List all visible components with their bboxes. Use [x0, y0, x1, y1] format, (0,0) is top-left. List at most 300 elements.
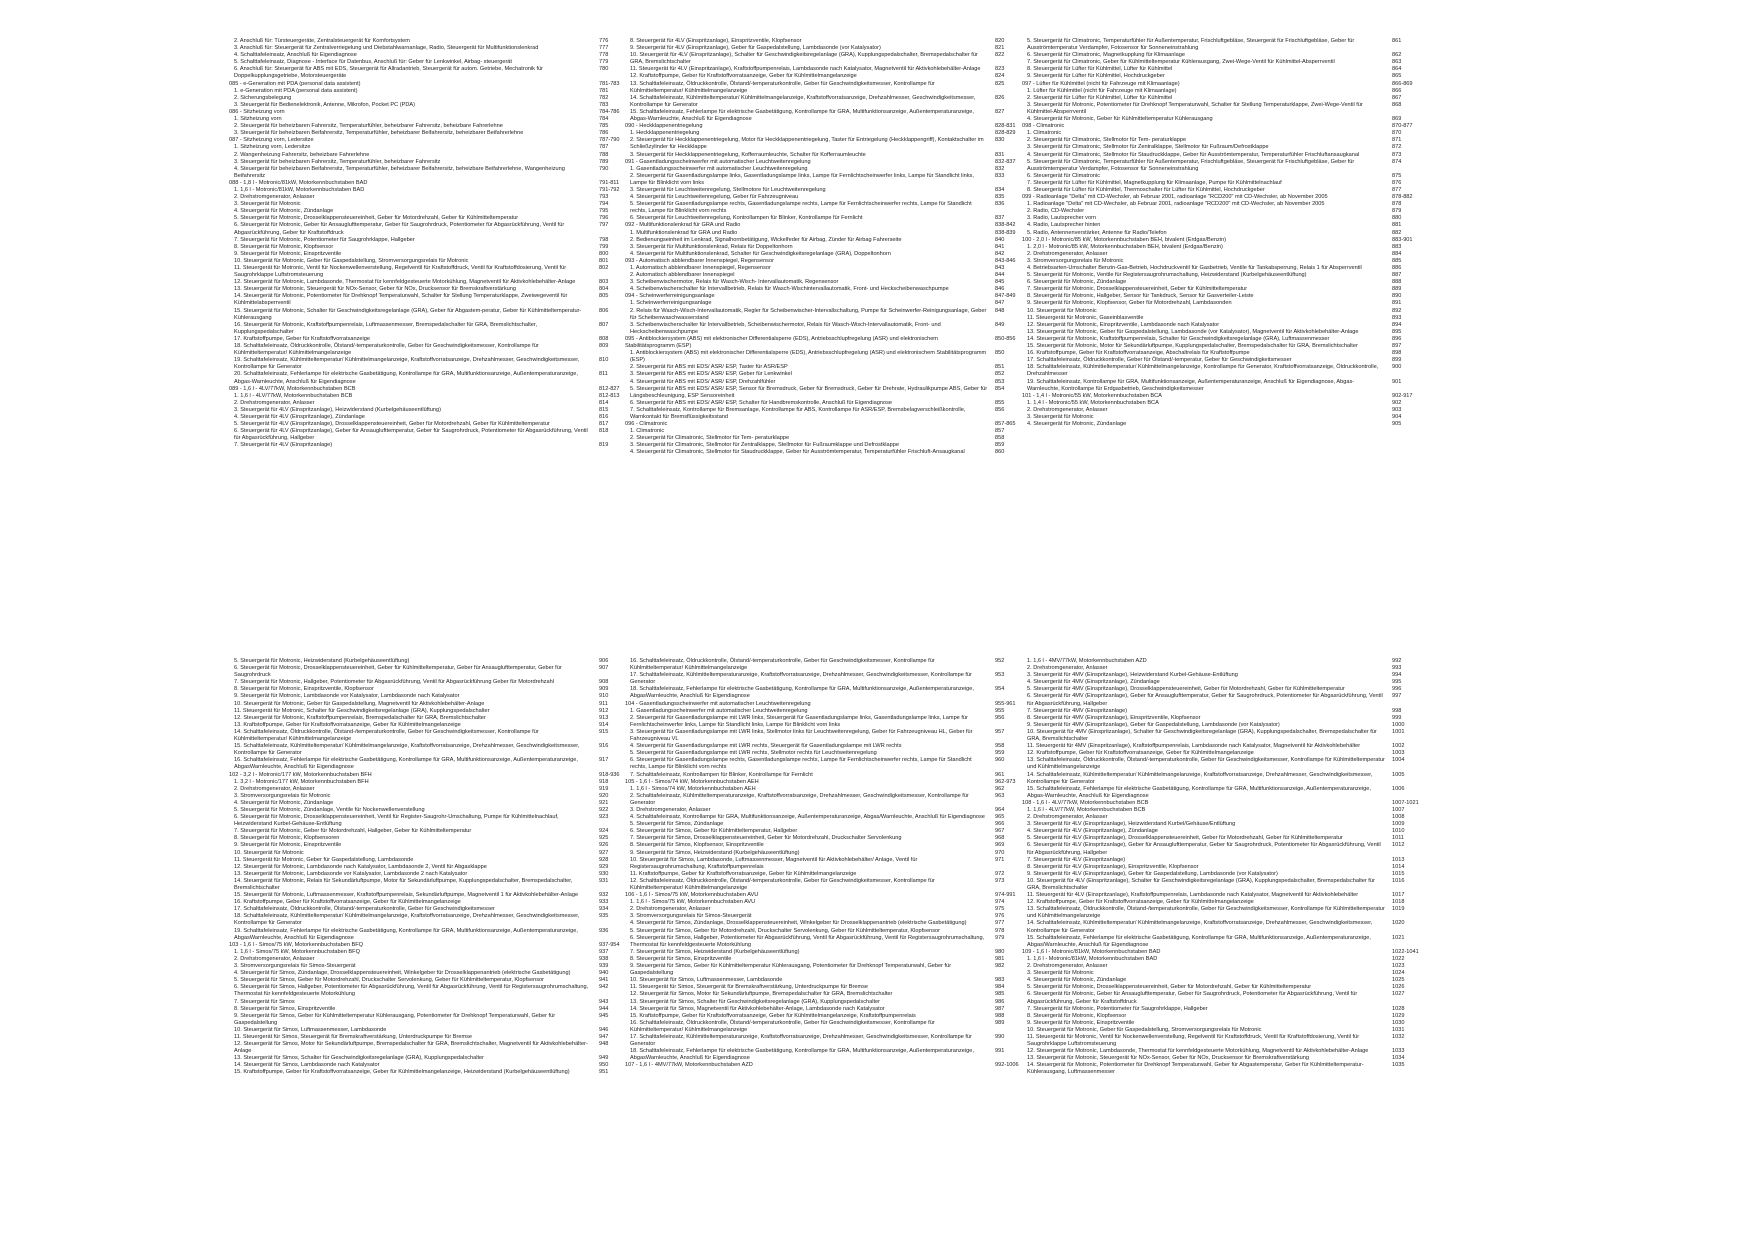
index-entry	[229, 913, 647, 927]
entry-page-number: 937	[599, 948, 609, 955]
entry-title: 5. Steuergerät für Gasentladungslampe mit LWR rechts, Stellmotor rechts für Leuchtweitenregelung	[630, 750, 877, 757]
entry-title: 3. Anschluß für: Steuergerät für Zentralverriegelung und Diebstahlwarnanlage, Radio, Steuergerät für Multifunktionslenkrad	[234, 45, 539, 52]
index-entry	[1022, 258, 1440, 265]
entry-page-number: 890	[1392, 293, 1402, 300]
index-entry	[625, 201, 1043, 215]
index-entry	[1022, 421, 1440, 428]
entry-page-number: 962	[995, 785, 1005, 792]
entry-title: 090 - Heckklappenentriegelung	[625, 123, 703, 130]
index-entry	[229, 984, 647, 998]
entry-page-number: 827	[995, 108, 1005, 115]
entry-page-number: 907	[599, 665, 609, 672]
index-entry	[625, 379, 1043, 386]
entry-page-number: 787-790	[599, 137, 620, 144]
index-entry	[625, 407, 1043, 421]
entry-title: 5. Steuergerät für 4LV (Einspritzanlage), Drosselklappensteuereinheit, Geber für Motordrehzahl, Geber für Kühlmitteltemperatur	[234, 421, 550, 428]
entry-page-number: 781-783	[599, 80, 620, 87]
entry-title: 7. Steuergerät für Lüfter für Kühlmittel, Magnetkupplung für Klimaanlage, Pumpe für Kühlmittelnachlauf	[1027, 179, 1282, 186]
entry-page-number: 853	[995, 378, 1005, 385]
entry-page-number: 964	[995, 806, 1005, 813]
entry-title: 1. Sitzheizung vorn, Ledersitze	[234, 144, 311, 151]
entry-page-number: 995	[1392, 679, 1402, 686]
entry-title: 2. Wangenheizung Fahrersitz, beheizbare Fahrerlehne	[234, 151, 370, 158]
entry-title: 2. Steuergerät für Gasentladungslampe links, Gasentladungslampe links, Lampe für Fernlichtscheinwerfer links, Lampe für Standlicht links, Lampe für Blinklicht vorn links	[630, 172, 974, 186]
index-entry	[229, 956, 647, 963]
entry-title: 10. Steuergerät für Motronic	[1027, 307, 1097, 314]
entry-page-number: 948	[599, 1041, 609, 1048]
index-entry	[625, 906, 1043, 913]
entry-title: 4. Steuergerät für Motronic, Zündanlage	[1027, 977, 1127, 984]
index-entry	[229, 878, 647, 892]
index-entry	[229, 729, 647, 743]
entry-title: 11. Steuergerät für Motronic, Ventil für Nockenwellenverstellung, Regelventil für Kraftstoffdruck, Ventil für Kraftstoffdosierung, Ventil für Saugrohrklappe Luftstromsteuerung	[1027, 1033, 1360, 1048]
entry-page-number: 783	[599, 101, 609, 108]
index-entry	[625, 729, 1043, 743]
index-entry	[1022, 315, 1440, 322]
top-column-2	[625, 38, 1043, 457]
index-entry	[1022, 871, 1440, 878]
index-entry	[1022, 991, 1440, 1005]
entry-page-number: 850	[995, 350, 1005, 357]
entry-page-number: 838-842	[995, 222, 1016, 229]
entry-title: 8. Steuergerät für Simos, Einspritzventile	[630, 955, 732, 962]
index-entry	[625, 1020, 1043, 1034]
entry-page-number: 921	[599, 799, 609, 806]
entry-page-number: 970	[995, 849, 1005, 856]
index-entry	[1022, 201, 1440, 208]
index-entry	[229, 1055, 647, 1062]
index-entry	[625, 194, 1043, 201]
entry-title: 4. Steuergerät für ABS mit EDS/ ASR/ ESP, Drehzahlfühler	[630, 378, 776, 385]
entry-title: 2. Drehstromgenerator, Anlasser	[234, 785, 315, 792]
index-entry	[229, 123, 647, 130]
entry-title: 16. Kraftstoffpumpe, Geber für Kraftstoffvorratsanzeige, Geber für Kühlmittelmangelanzeige	[234, 899, 461, 906]
index-entry	[229, 428, 647, 442]
entry-title: 6. Steuergerät für Climatronic	[1027, 172, 1101, 179]
entry-title: 6. Anschluß für: Steuergerät für ABS mit EDS, Steuergerät für Allradantrieb, Steuergerät für autom. Getriebe, Mechatronik für Doppelkupplungsgetriebe, Motorsteuergeräte	[234, 66, 544, 80]
entry-title: 13. Schalttafeleinsatz, Öldruckkontrolle, Ölstand-/temperaturkontrolle, Geber für Geschwindigkeitsmesser, Kontrollampe für Kühlmitteltemperatur und Kühlmittelmangelanzeige	[1027, 906, 1385, 920]
entry-page-number: 875	[1392, 172, 1402, 179]
entry-title: 5. Steuergerät für Gasentladungslampe rechts, Gasentladungslampe rechts, Lampe für Fernlichtscheinwerfer rechts, Lampe für Standlicht rechts, Lampe für Blinklicht vorn rechts	[630, 201, 972, 215]
index-entry	[625, 920, 1043, 927]
entry-title: 15. Kraftstoffpumpe, Geber für Kraftstoffvorratsanzeige, Geber für Kühlmittelmangelanzeige, Heizwiderstand (Kurbelgehäuseentlüftung)	[234, 1069, 570, 1076]
index-entry	[1022, 715, 1440, 722]
entry-title: 2. Drehstromgenerator, Anlasser	[1027, 665, 1108, 672]
index-entry	[625, 265, 1043, 272]
entry-page-number: 999	[1392, 714, 1402, 721]
entry-page-number: 967	[995, 828, 1005, 835]
entry-page-number: 915	[599, 728, 609, 735]
index-section-heading	[229, 180, 647, 187]
entry-page-number: 885	[1392, 257, 1402, 264]
entry-page-number: 865	[1392, 73, 1402, 80]
entry-page-number: 784-786	[599, 108, 620, 115]
entry-page-number: 977	[995, 920, 1005, 927]
index-entry	[229, 421, 647, 428]
entry-page-number: 980	[995, 948, 1005, 955]
entry-title: 107 - 1,6 l - 4MV/77kW, Motorkennbuchstaben AZD	[625, 1062, 753, 1069]
entry-title: 095 - Antiblockiersystem (ABS) mit elektronischer Differentialsperre (EDS), Antriebsschlupfregelung (ASR) und elektronischem Stabilitätsprogramm (ESP)	[625, 335, 938, 350]
entry-page-number: 863	[1392, 59, 1402, 66]
index-section-heading	[625, 779, 1043, 786]
index-entry	[229, 1013, 647, 1027]
entry-title: 15. Steuergerät für Motronic, Motor für Sekundärluftpumpe, Kupplungspedalschalter, Bremspedalschalter für GRA, Bremslichtschalter	[1027, 343, 1358, 350]
entry-page-number: 949	[599, 1055, 609, 1062]
entry-title: 109 - 1,6 l - Motronic/81kW, Motorkennbuchstaben BAD	[1022, 948, 1161, 955]
entry-page-number: 820	[995, 38, 1005, 44]
entry-page-number: 941	[599, 977, 609, 984]
entry-title: 4. Steuergerät für Simos, Zündanlage, Drosselklappensteuereinheit, Winkelgeber für Drosselklappenantrieb (elektrische Gasbetätigung)	[234, 970, 571, 977]
entry-title: 2. Radio, CD-Wechsler	[1027, 208, 1085, 215]
entry-title: 8. Steuergerät für Lüfter für Kühlmittel, Thermoschalter für Lüfter für Kühlmittel, Hochdruckgeber	[1027, 186, 1265, 193]
entry-title: 11. Steuergerät für Simos, Steuergerät für Bremskraftverstärkung, Unterdruckpumpe für Bremse	[630, 984, 869, 991]
entry-title: 14. Schalttafeleinsatz, Kühlmitteltemperatur/ Kühlmittelmangelanzeige, Kraftstoffvorratsanzeige, Drehzahlmesser, Geschwindigkeitsmesser, Kontrollampe für Generator	[1027, 771, 1373, 785]
index-entry	[1022, 329, 1440, 336]
entry-page-number: 1017	[1392, 892, 1405, 899]
entry-page-number: 825	[995, 80, 1005, 87]
entry-title: 3. Steuergerät für Climatronic, Stellmotor für Zentralklappe, Stellmotor für Fußraumklappe und Defrostklappe	[630, 442, 899, 449]
entry-page-number: 887	[1392, 272, 1402, 279]
entry-page-number: 1013	[1392, 856, 1405, 863]
index-entry	[229, 237, 647, 244]
index-entry	[1022, 835, 1440, 842]
entry-title: 3. Stromversorgungsrelais für Motronic	[1027, 257, 1124, 264]
index-section-heading	[625, 293, 1043, 300]
entry-page-number: 1023	[1392, 963, 1405, 970]
entry-title: 15. Schalttafeleinsatz, Fehlerlampe für elektrische Gasbetätigung, Kontrollampe für GRA, Multifunktionsanzeige, Außentemperaturanzeige, Abgas-Warnleuchte, Anschluß für Eigendiagnose	[630, 108, 974, 123]
entry-page-number: 882	[1392, 229, 1402, 236]
entry-title: 4. Steuergerät für Gasentladungslampe mit LWR rechts, Steuergerät für Gasentladungslampe mit LWR rechts	[630, 743, 902, 750]
entry-page-number: 1007	[1392, 806, 1405, 813]
entry-page-number: 902-917	[1392, 392, 1413, 399]
index-entry	[229, 949, 647, 956]
bottom-column-3	[1022, 658, 1440, 1077]
index-entry	[1022, 772, 1440, 786]
entry-page-number: 979	[995, 934, 1005, 941]
index-entry	[229, 244, 647, 251]
entry-page-number: 836	[995, 201, 1005, 208]
entry-title: 13. Schalttafeleinsatz, Öldruckkontrolle, Ölstand/-temperaturkontrolle, Geber für Geschwindigkeitsmesser, Kontrollampe für Kühlmitteltemperatur/ Kühlmittelmangelanzeige	[630, 80, 935, 94]
entry-page-number: 847-849	[995, 293, 1016, 300]
index-section-heading	[1022, 949, 1440, 956]
index-entry	[1022, 95, 1440, 102]
entry-page-number: 795	[599, 208, 609, 215]
entry-page-number: 916	[599, 743, 609, 750]
index-entry	[1022, 308, 1440, 315]
index-entry	[1022, 1048, 1440, 1055]
index-entry	[1022, 1055, 1440, 1062]
index-entry	[625, 658, 1043, 672]
entry-title: 20. Schalttafeleinsatz, Fehlerlampe für elektrische Gasbetätigung, Kontrollampe für GRA, Multifunktionsanzeige, Außentemperaturanzeige, Abgas-Warnleuchte, Anschluß für Eigendiagnose	[234, 371, 578, 385]
entry-title: 5. Steuergerät für Climatronic, Temperaturfühler für Außentemperatur, Frischluftgebläse, Steuergerät für Frischluftgebläse, Geber für Ausströmtemperatur Verdampfer, Fotosensor für Sonneneinstrahlung	[1027, 158, 1355, 172]
index-entry	[625, 807, 1043, 814]
entry-title: 1. 1,6 l - Simos/75 kW, Motorkennbuchstaben BFQ	[234, 948, 360, 955]
index-entry	[229, 308, 647, 322]
entry-page-number: 789	[599, 158, 609, 165]
entry-page-number: 778	[599, 52, 609, 59]
entry-page-number: 1025	[1392, 977, 1405, 984]
entry-page-number: 951	[599, 1069, 609, 1076]
entry-title: 10. Steuergerät für Motronic, Geber für Gaspedalstellung, Stromversorgungsrelais für Motronic	[1027, 1026, 1262, 1033]
entry-page-number: 969	[995, 842, 1005, 849]
entry-title: 4. Steuergerät für Motronic, Zündanlage	[234, 208, 334, 215]
entry-title: 094 - Scheinwerferreinigungsanlage	[625, 293, 715, 300]
index-entry	[1022, 864, 1440, 871]
entry-page-number: 942	[599, 984, 609, 991]
entry-title: 8. Steuergerät für Motronic, Klopfsensoren	[234, 835, 340, 842]
entry-page-number: 1027	[1392, 991, 1405, 998]
index-entry	[1022, 152, 1440, 159]
entry-page-number: 804	[599, 286, 609, 293]
entry-title: 6. Steuergerät für 4LV (Einspritzanlage), Geber für Ansauglufttemperatur, Geber für Saugrohrdruck, Potentiometer für Abgasrückführung, Ventil für Abgasrückführung, Hallgeber	[1027, 842, 1381, 856]
entry-page-number: 896	[1392, 335, 1402, 342]
entry-title: 8. Steuergerät für Motronic, Einspritzventile, Klopfsensor	[234, 686, 374, 693]
entry-page-number: 905	[1392, 421, 1402, 428]
index-entry	[625, 400, 1043, 407]
index-entry	[1022, 658, 1440, 665]
entry-page-number: 862	[1392, 52, 1402, 59]
entry-title: 3. Steuergerät für 4LV (Einspritzanlage), Heizwiderstand Kurbel/Gehäuse/Entlüftung	[1027, 821, 1236, 828]
entry-page-number: 940	[599, 970, 609, 977]
entry-title: 2. Relais für Wasch-Wisch-Intervallautomatik, Regler für Scheibenwischer-Intervallschaltung, Pumpe für Scheinwerfer-Reinigungsanlage, Geber für Scheibenwaschwasserstand	[630, 307, 987, 321]
index-entry	[1022, 1062, 1440, 1076]
entry-page-number: 861	[1392, 38, 1402, 44]
index-entry	[229, 828, 647, 835]
entry-page-number: 925	[599, 835, 609, 842]
index-section-heading	[625, 159, 1043, 166]
index-entry	[625, 286, 1043, 293]
index-entry	[1022, 180, 1440, 187]
entry-title: 087 - Sitzheizung vorn, Ledersitze	[229, 137, 314, 144]
entry-page-number: 895	[1392, 328, 1402, 335]
entry-page-number: 808	[599, 335, 609, 342]
index-entry	[625, 949, 1043, 956]
entry-page-number: 892	[1392, 307, 1402, 314]
entry-page-number: 1005	[1392, 771, 1405, 778]
entry-page-number: 873	[1392, 151, 1402, 158]
index-entry	[229, 371, 647, 385]
entry-title: 3. Steuergerät für Motronic, Potentiometer für Drehknopf Temperaturwahl, Schalter für Stellung Temperaturklappe, Zwei-Wege-Ventil für Kühlmittel-Absperrventil	[1027, 101, 1363, 115]
entry-page-number: 803	[599, 279, 609, 286]
index-entry	[1022, 322, 1440, 329]
entry-title: 15. Steuergerät für Motronic, Schalter für Geschwindigkeitsregelanlage (GRA), Geber für Abgastem-peratur, Geber für Kühlmitteltemperatur-Kühlerausgang	[234, 307, 582, 321]
entry-title: 2. Steuergerät für beheizbaren Fahrersitz, Temperaturfühler, beheizbarer Fahrersitz, beheizbare Fahrerlehne	[234, 123, 503, 130]
entry-title: 5. Steuergerät für Motronic, Ventile für Registersaugrohrumschaltung, Heizwiderstand (Kurbelgehäuseentlüftung)	[1027, 272, 1307, 279]
index-entry	[1022, 984, 1440, 991]
entry-title: 12. Steuergerät für Motronic, Lambdasonde, Thermostat für kennfeldgesteuerte Motorkühlung, Magnetventil für Aktivkohlebehälter-Anlage	[234, 279, 576, 286]
entry-title: 085 - e-Generation mit PDA (personal data assistent)	[229, 80, 361, 87]
index-entry	[625, 308, 1043, 322]
index-entry	[1022, 364, 1440, 378]
entry-title: 4. Steuergerät für beheizbaren Beifahrersitz, Temperaturfühler, beheizbarer Beifahrersitz, beheizbare Beifahrerlehne, Wangenheizung Beifahrersitz	[234, 165, 565, 179]
entry-title: 8. Steuergerät für Motronic, Klopfsensor	[234, 243, 334, 250]
entry-title: 097 - Lüfter für Kühlmittel (nicht für Fahrzeuge mit Klimaanlage)	[1022, 80, 1180, 87]
entry-title: 7. Steuergerät für Motronic, Geber für Motordrehzahl, Hallgeber, Geber für Kühlmitteltemperatur	[234, 828, 472, 835]
entry-page-number: 981	[995, 955, 1005, 962]
entry-page-number: 965	[995, 814, 1005, 821]
index-entry	[1022, 336, 1440, 343]
entry-page-number: 936	[599, 927, 609, 934]
entry-page-number: 830	[995, 137, 1005, 144]
entry-page-number: 930	[599, 870, 609, 877]
index-section-heading	[625, 258, 1043, 265]
entry-page-number: 884	[1392, 250, 1402, 257]
entry-title: 5. Steuergerät für Simos, Zündanlage	[630, 821, 724, 828]
entry-title: 2. Drehstromgenerator, Anlasser	[1027, 814, 1108, 821]
entry-title: 1. e-Generation mit PDA (personal data assistent)	[234, 87, 358, 94]
entry-title: 091 - Gasentladungsscheinwerfer mit automatischer Leuchtweitenregelung	[625, 158, 811, 165]
index-entry	[1022, 265, 1440, 272]
index-entry	[1022, 1020, 1440, 1027]
index-entry	[1022, 956, 1440, 963]
entry-title: 3. Steuergerät für Multifunktionslenkrad, Relais für Doppeltonhorn	[630, 243, 793, 250]
entry-title: 18. Schalttafeleinsatz, Kühlmitteltemperatur/ Kühlmittelmangelanzeige, Kraftstoffvorratsanzeige, Drehzahlmesser, Geschwindigkeitsmesser, Kontrollampe für Generator	[234, 913, 580, 927]
entry-page-number: 1016	[1392, 877, 1405, 884]
entry-page-number: 828-829	[995, 130, 1016, 137]
entry-title: 5. Steuergerät für Motronic, Drosselklappensteuereinheit, Geber für Motordrehzahl, Geber für Kühlmitteltemperatur	[234, 215, 519, 222]
entry-title: 4. Steuergerät für Simos, Zündanlage, Drosselklappensteuereinheit, Winkelgeber für Drosselklappenantrieb (elektrische Gasbetätigung)	[630, 920, 967, 927]
entry-title: 15. Schalttafeleinsatz, Fehlerlampe für elektrische Gasbetätigung, Kontrollampe für GRA, Multifunktionsanzeige, Außentemperaturanzeige, Abgas/Warnleuchte, Anschluß für Eigendiagnose	[1027, 934, 1371, 948]
entry-page-number: 1015	[1392, 870, 1405, 877]
entry-title: 1. 1,4 l - Motronic/55 kW, Motorkennbuchstaben BCA	[1027, 399, 1159, 406]
entry-page-number: 848	[995, 307, 1005, 314]
entry-title: 8. Steuergerät für 4LV (Einspritzanlage), Einspritzventile, Klopfsensor	[1027, 863, 1199, 870]
entry-title: 3. Steuergerät für Motronic	[1027, 970, 1094, 977]
entry-page-number: 852	[995, 371, 1005, 378]
entry-title: 9. Steuergerät für Motronic, Einspritzventile	[1027, 1019, 1135, 1026]
index-entry	[1022, 343, 1440, 350]
index-entry	[229, 201, 647, 208]
entry-page-number: 986	[995, 998, 1005, 1005]
index-entry	[229, 258, 647, 265]
entry-page-number: 811	[599, 371, 608, 378]
entry-page-number: 1020	[1392, 920, 1405, 927]
entry-page-number: 888	[1392, 279, 1402, 286]
entry-title: 7. Steuergerät für Motronic, Drosselklappensteuereinheit, Geber für Kühlmitteltemperatur	[1027, 286, 1248, 293]
entry-page-number: 816	[599, 413, 609, 420]
index-entry	[229, 871, 647, 878]
entry-title: 7. Steuergerät für Climatronic, Geber für Kühlmitteltemperatur Kühlerausgang, Zwei-Wege-Ventil für Kühlmittel-Absperrventil	[1027, 59, 1335, 66]
index-entry	[229, 963, 647, 970]
entry-page-number: 992	[1392, 658, 1402, 664]
entry-page-number: 1006	[1392, 785, 1405, 792]
index-entry	[229, 722, 647, 729]
entry-title: 102 - 3,2 l - Motronic/177 kW, Motorkennbuchstaben BFH	[229, 771, 372, 778]
entry-page-number: 805	[599, 293, 609, 300]
entry-page-number: 864	[1392, 66, 1402, 73]
index-entry	[625, 81, 1043, 95]
entry-title: 9. Steuergerät für Motronic, Einspritzventile	[234, 250, 342, 257]
entry-page-number: 914	[599, 721, 609, 728]
entry-title: 12. Kraftstoffpumpe, Geber für Kraftstoffvorratsanzeige, Geber für Kühlmittelmangelanzeige	[1027, 899, 1254, 906]
entry-page-number: 800	[599, 250, 609, 257]
index-entry	[1022, 116, 1440, 123]
entry-title: 9. Steuergerät für 4MV (Einspritzanlage), Geber für Gaspedalstellung, Lambdasonde (vor Katalysator)	[1027, 721, 1280, 728]
entry-title: 1. 1,6 l - Simos/75 kW, Motorkennbuchstaben AVU	[630, 899, 756, 906]
entry-title: 1. 1,6 l - Simos/74 kW, Motorkennbuchstaben AEH	[630, 785, 756, 792]
entry-page-number: 953	[995, 672, 1005, 679]
index-entry	[229, 400, 647, 407]
entry-title: 11. Steuergerät für Motronic, Gaseinblasventile	[1027, 314, 1144, 321]
entry-page-number: 955-961	[995, 700, 1016, 707]
bottom-page	[0, 650, 1754, 1215]
entry-page-number: 996	[1392, 686, 1402, 693]
index-entry	[229, 251, 647, 258]
index-entry	[229, 807, 647, 814]
entry-title: 14. Steuergerät für Motronic, Kraftstoffpumpenrelais, Schalter für Geschwindigkeitsregelanlage (GRA), Luftmassenmesser	[1027, 335, 1330, 342]
entry-page-number: 799	[599, 243, 609, 250]
index-entry	[229, 708, 647, 715]
index-entry	[1022, 1006, 1440, 1013]
entry-title: 3. Scheibenwischermotor, Relais für Wasch-Wisch- Intervallautomatik, Regensensor	[630, 279, 839, 286]
entry-title: 7. Steuergerät für Simos	[234, 998, 295, 1005]
index-entry	[625, 991, 1043, 998]
entry-title: 10. Steuergerät für 4LV (Einspritzanlage), Schalter für Geschwindigkeitsregelanlage (GRA), Kupplungspedalschalter, Bremspedalschalter für GRA, Bremslichtschalter	[630, 52, 978, 66]
entry-title: 6. Steuergerät für Motronic, Geber für Ansauglufttemperatur, Geber für Saugrohrdruck, Potentiometer für Abgasrückführung, Ventil für Abgasrückführung, Geber für Kraftstoffdruck	[234, 222, 565, 236]
entry-page-number: 786	[599, 130, 609, 137]
entry-title: 15. Schalttafeleinsatz, Kühlmitteltemperatur/ Kühlmittelmangelanzeige, Kraftstoffvorratsanzeige, Drehzahlmesser, Geschwindigkeitsmesser, Kontrollampe für Generator	[234, 743, 580, 757]
entry-title: 9. Steuergerät für Motronic, Lambdasonde vor Katalysator, Lambdasonde nach Katalysator	[234, 693, 460, 700]
entry-title: 104 - Gasentladungsscheinwerfer mit automatischer Leuchtweitenregelung	[625, 700, 811, 707]
index-entry	[625, 963, 1043, 977]
entry-title: 15. Steuergerät für Motronic, Luftmassenmesser, Kraftstoffpumpenrelais, Sekundärluftpumpe, Magnetventil 1 für Aktivkohlebehälter-Anlage	[234, 892, 579, 899]
index-section-heading	[625, 222, 1043, 229]
entry-page-number: 962-973	[995, 778, 1016, 785]
entry-page-number: 898	[1392, 350, 1402, 357]
entry-page-number: 935	[599, 913, 609, 920]
entry-title: 4. Steuergerät für Leuchtweitenregelung, Geber für Fahrzeugniveau	[630, 194, 799, 201]
entry-page-number: 781	[599, 87, 609, 94]
index-entry	[1022, 52, 1440, 59]
entry-title: 16. Kraftstoffpumpe, Geber für Kraftstoffvorratsanzeige, Abschaltrelais für Kraftstoffpumpe	[1027, 350, 1250, 357]
entry-title: 6. Steuergerät für Simos, Hallgeber, Potentiometer für Abgasrückführung, Ventil für Abgasrückführung, Ventil für Registersaugrohrumschaltung, Thermostat für kennfeldgesteuerte Motorkühlung	[234, 984, 589, 998]
entry-page-number: 791-792	[599, 186, 620, 193]
entry-page-number: 1030	[1392, 1019, 1405, 1026]
index-entry	[1022, 708, 1440, 715]
entry-page-number: 950	[599, 1062, 609, 1069]
index-entry	[1022, 807, 1440, 814]
entry-page-number: 908	[599, 679, 609, 686]
entry-title: 19. Schalttafeleinsatz, Fehlerlampe für elektrische Gasbetätigung, Kontrollampe für GRA, Multifunktionsanzeige, Außentemperaturanzeige, AbgasWarnleuchte, Anschluß für Eigendiagnose	[234, 927, 578, 941]
index-entry	[625, 244, 1043, 251]
entry-title: 12. Steuergerät für Motronic, Lambdasonde nach Katalysator, Lambdasonde 2, Ventil für Abgasklappe	[234, 863, 487, 870]
entry-page-number: 966	[995, 821, 1005, 828]
index-entry	[625, 52, 1043, 66]
entry-title: 3. Stromversorgungsrelais für Simos-Steuergerät	[234, 963, 356, 970]
entry-page-number: 991	[995, 1048, 1005, 1055]
entry-page-number: 835	[995, 194, 1005, 201]
entry-page-number: 985	[995, 991, 1005, 998]
entry-title: 6. Steuergerät für Motronic, Drosselklappensteuereinheit, Geber für Kühlmitteltemperatur, Geber für Ansauglufttemperatur, Geber für Saugrohrdruck	[234, 665, 562, 679]
index-entry	[625, 386, 1043, 400]
entry-page-number: 932	[599, 892, 609, 899]
entry-page-number: 889	[1392, 286, 1402, 293]
entry-title: 15. Schalttafeleinsatz, Fehlerlampe für elektrische Gasbetätigung, Kontrollampe für GRA, Multifunktionsanzeige, Außentemperaturanzeige, Abgas-Warnleuchte, Anschluß für Eigendiagnose	[1027, 785, 1371, 799]
index-entry	[1022, 920, 1440, 934]
entry-page-number: 797	[599, 222, 609, 229]
index-entry	[1022, 935, 1440, 949]
entry-page-number: 906	[599, 658, 609, 664]
entry-title: 13. Steuergerät für Simos, Schalter für Geschwindigkeitsregelanlage (GRA), Kupplungspedalschalter	[630, 998, 880, 1005]
entry-page-number: 791-811	[599, 179, 620, 186]
entry-title: 086 - Sitzheizung vorn	[229, 108, 285, 115]
index-entry	[229, 52, 647, 59]
entry-page-number: 1035	[1392, 1062, 1405, 1069]
entry-title: 11. Steuergerät für Simos, Steuergerät für Bremskraftverstärkung, Unterdruckpumpe für Bremse	[234, 1033, 473, 1040]
index-entry	[1022, 729, 1440, 743]
entry-page-number: 850-856	[995, 335, 1016, 342]
entry-title: 9. Steuergerät für Motronic, Einspritzventile	[234, 842, 342, 849]
